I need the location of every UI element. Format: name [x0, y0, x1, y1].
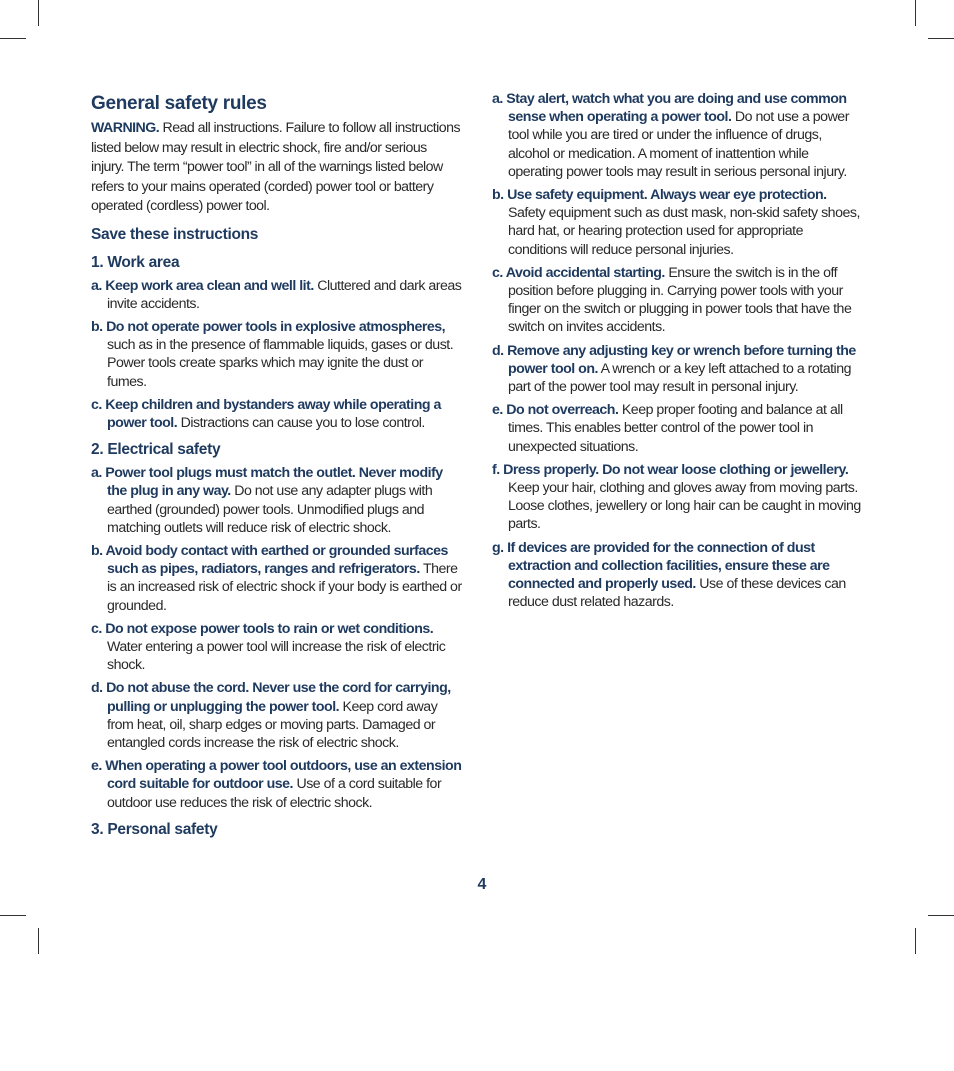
item-lead: Dress properly. Do not wear loose clothing or jewellery. — [503, 461, 849, 478]
warning-text: Read all instructions. Failure to follow all instructions listed below may result in electric shock, fire and/or serious injury. The term “power tool” in all of the warnings listed below refers to your mains operated (corded) power tool or battery operated (cordless) power tool. — [91, 120, 460, 214]
crop-mark — [915, 928, 916, 954]
right-column — [492, 90, 864, 616]
list-item — [492, 401, 864, 456]
warning-label: WARNING. — [91, 120, 160, 136]
list-item — [91, 620, 463, 675]
list-item — [492, 186, 864, 259]
item-label: e. — [91, 758, 106, 775]
item-text: Water entering a power tool will increase the risk of electric shock. — [107, 638, 446, 674]
item-text: Distractions can cause you to lose control. — [177, 414, 425, 431]
list-item — [91, 464, 463, 537]
item-lead: Do not abuse the cord. Never use the cord for carrying, pulling or unplugging the power tool. — [106, 680, 451, 715]
list-item — [91, 542, 463, 615]
item-label: c. — [91, 396, 106, 413]
item-label: c. — [492, 264, 506, 281]
crop-mark — [928, 38, 954, 39]
left-column — [91, 90, 463, 844]
item-label: b. — [492, 187, 508, 204]
list-item — [492, 90, 864, 181]
item-text: Ensure the switch is in the off position before plugging in. Carrying power tools with your finger on the switch or plugging in power tools that have the switch on invites accidents. — [508, 264, 852, 336]
list-item — [91, 277, 463, 313]
crop-mark — [0, 915, 26, 916]
item-lead: Do not operate power tools in explosive atmospheres, — [106, 318, 446, 335]
item-label: b. — [91, 542, 106, 559]
item-text: There is an increased risk of electric shock if your body is earthed or grounded. — [107, 561, 462, 614]
item-label: g. — [492, 539, 508, 556]
item-lead: Stay alert, watch what you are doing and use common sense when operating a power tool. — [506, 91, 847, 126]
list-item — [492, 342, 864, 397]
list-item — [492, 539, 864, 612]
list-item — [91, 679, 463, 752]
item-lead: Do not overreach. — [506, 402, 619, 419]
item-label: f. — [492, 461, 504, 478]
item-label: a. — [91, 465, 106, 482]
item-text: Safety equipment such as dust mask, non-skid safety shoes, hard hat, or hearing protection used for appropriate conditions will reduce personal injuries. — [508, 205, 860, 258]
crop-mark — [928, 915, 954, 916]
item-text: Do not use a power tool while you are tired or under the influence of drugs, alcohol or medication. A moment of inattention while operating power tools may result in serious personal injury. — [508, 109, 849, 180]
crop-mark — [38, 0, 39, 26]
item-label: d. — [91, 680, 107, 697]
item-lead: Keep children and bystanders away while operating a power tool. — [105, 396, 441, 431]
item-lead: Use safety equipment. Always wear eye protection. — [507, 187, 827, 204]
item-label: c. — [91, 620, 106, 637]
crop-mark — [915, 0, 916, 26]
section-heading-personal-safety: 3. Personal safety — [91, 820, 218, 838]
item-label: e. — [492, 402, 507, 419]
item-label: a. — [492, 91, 507, 107]
list-item — [91, 757, 463, 812]
item-lead: When operating a power tool outdoors, use an extension cord suitable for outdoor use. — [105, 758, 462, 793]
item-text: such as in the presence of flammable liquids, gases or dust. Power tools create sparks which may ignite the dust or fumes. — [107, 337, 454, 390]
item-label: d. — [492, 342, 508, 359]
item-lead: Power tool plugs must match the outlet. Never modify the plug in any way. — [105, 465, 443, 500]
crop-mark — [0, 38, 26, 39]
section-heading-work-area: 1. Work area — [91, 253, 180, 271]
list-item — [91, 318, 463, 391]
list-item — [492, 461, 864, 534]
item-text: A wrench or a key left attached to a rotating part of the power tool may result in personal injury. — [508, 360, 851, 396]
item-lead: Avoid body contact with earthed or grounded surfaces such as pipes, radiators, ranges and refrigerators. — [105, 542, 448, 578]
section-heading-electrical-safety: 2. Electrical safety — [91, 441, 221, 459]
item-lead: Do not expose power tools to rain or wet conditions. — [105, 620, 434, 637]
item-text: Keep your hair, clothing and gloves away from moving parts. Loose clothes, jewellery or long hair can be caught in moving parts. — [508, 480, 861, 533]
item-text: Use of these devices can reduce dust related hazards. — [508, 576, 846, 611]
item-text: Keep cord away from heat, oil, sharp edges or moving parts. Damaged or entangled cords increase the risk of electric shock. — [107, 698, 438, 751]
warning-paragraph — [91, 119, 463, 217]
item-lead: If devices are provided for the connection of dust extraction and collection facilities, ensure these are connected and properly used. — [507, 539, 830, 593]
item-text: Do not use any adapter plugs with earthed (grounded) power tools. Unmodified plugs and matching outlets will reduce risk of electric shock. — [107, 483, 433, 536]
item-lead: Remove any adjusting key or wrench before turning the power tool on. — [507, 342, 856, 377]
page-number: 4 — [477, 876, 487, 893]
item-label: a. — [91, 277, 106, 294]
item-text: Use of a cord suitable for outdoor use reduces the risk of electric shock. — [107, 776, 442, 811]
list-item — [91, 396, 463, 432]
item-lead: Keep work area clean and well lit. — [105, 277, 314, 294]
item-label: b. — [91, 318, 107, 335]
item-text: Cluttered and dark areas invite accidents. — [107, 277, 462, 312]
list-item — [492, 264, 864, 337]
crop-mark — [38, 928, 39, 954]
item-lead: Avoid accidental starting. — [505, 264, 665, 281]
page-title: General safety rules — [91, 93, 267, 114]
save-instructions-heading: Save these instructions — [91, 225, 259, 243]
item-text: Keep proper footing and balance at all times. This enables better control of the power tool in unexpected situations. — [508, 402, 843, 455]
